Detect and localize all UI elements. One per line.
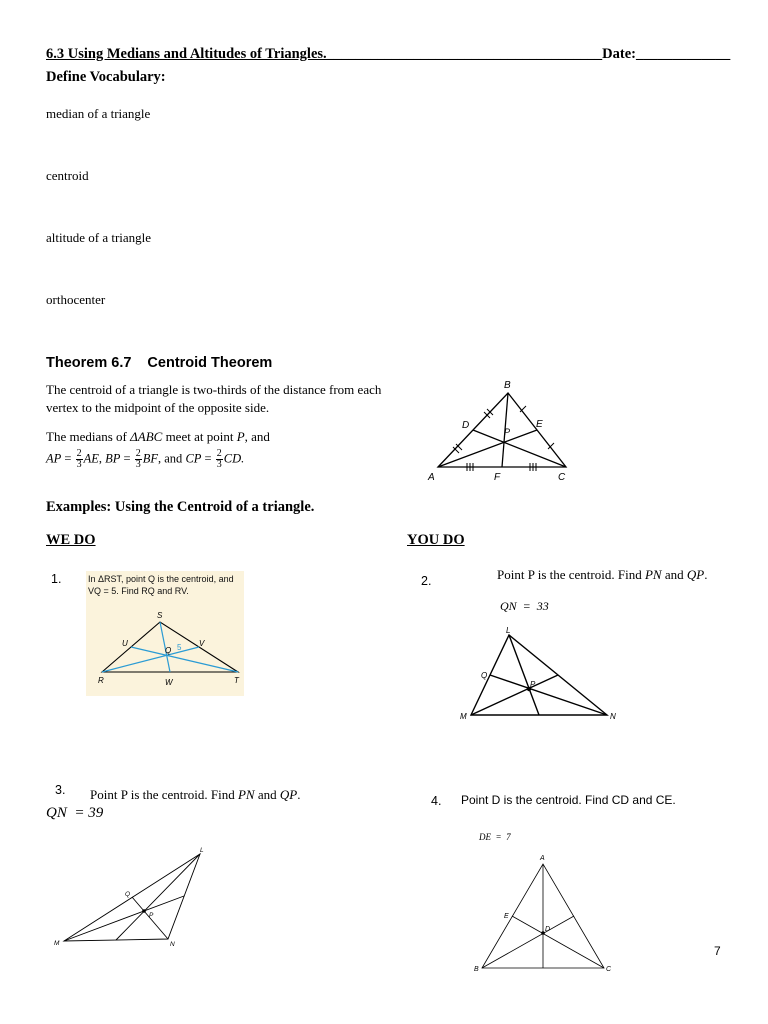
frac-num: 2 (135, 448, 141, 459)
median-m (471, 675, 558, 715)
example-2-prompt (497, 567, 707, 583)
ex3-label-p: P (149, 912, 154, 919)
ex4-label-e: E (504, 913, 509, 920)
ex4-label-a: A (540, 855, 545, 862)
eq-cp: CP (185, 451, 202, 466)
vocab-term-orthocenter: orthocenter (46, 292, 106, 307)
label-p: P (504, 427, 511, 437)
fraction (76, 449, 83, 470)
label-c: C (558, 472, 566, 483)
date-label: Date: (602, 46, 636, 62)
ex1-label-q: Q (165, 646, 172, 655)
ex2-label-p: P (530, 680, 536, 689)
theorem-equations: AP = $\frac{2}{3}$ AE, BP = $\frac{2}{3}$ BF, and CP = $\frac{2}{3}$ CD. (46, 448, 245, 470)
label-e: E (536, 419, 543, 430)
fraction (135, 449, 142, 470)
theorem-name: Centroid Theorem (147, 355, 273, 371)
ex1-label-t: T (234, 676, 239, 685)
median-b (482, 916, 574, 968)
example-1-prompt-line-2: VQ = 5. Find RQ and RV. (88, 586, 189, 596)
ex3-and: and (254, 787, 280, 802)
ex3-label-l: L (200, 847, 204, 854)
point-name: P (236, 429, 245, 444)
ex4-label-b: B (474, 966, 479, 973)
vocab-term-median: median of a triangle (46, 106, 151, 121)
ex1-label-r: R (98, 676, 104, 685)
you-do-heading: YOU DO (407, 532, 465, 548)
frac-den: 3 (216, 459, 222, 470)
theorem-line-2: vertex to the midpoint of the opposite side. (46, 400, 270, 415)
ex2-and: and (661, 567, 687, 582)
worksheet-title: 6.3 Using Medians and Altitudes of Triangles. (46, 46, 327, 62)
ex3-period: . (297, 787, 301, 802)
eq-sign: = (204, 451, 212, 466)
ex4-label-c: C (606, 966, 612, 973)
vocab-heading: Define Vocabulary: (46, 69, 166, 85)
ex3-label-m: M (54, 940, 60, 947)
example-3-prompt (90, 787, 300, 803)
ex1-label-u: U (122, 639, 128, 648)
ex4-label-d: D (545, 926, 551, 933)
example-3-given: QN = 39 (46, 805, 104, 821)
ex2-label-l: L (506, 626, 511, 635)
eq-bp: BP (105, 451, 121, 466)
ex2-label-m: M (460, 712, 467, 721)
triangle-abc (438, 393, 566, 467)
theorem-line-1: The centroid of a triangle is two-thirds of the distance from each (46, 382, 382, 397)
ex1-label-w: W (165, 678, 173, 687)
label-a: A (428, 472, 435, 483)
centroid-point-3 (142, 909, 146, 913)
medians-text-2: meet at point (162, 429, 237, 444)
example-4-prompt: Point D is the centroid. Find CD and CE. (461, 793, 676, 807)
theorem-medians-line (46, 428, 270, 446)
vocab-term-altitude: altitude of a triangle (46, 230, 152, 245)
ex3-label-n: N (170, 941, 175, 948)
frac-den: 3 (76, 459, 82, 470)
label-f: F (494, 472, 501, 483)
eq-cd: CD. (223, 451, 245, 466)
median-qn (490, 675, 607, 715)
worksheet-header (46, 46, 730, 63)
eq-sign: = (123, 451, 131, 466)
medians-text-3: , and (244, 429, 270, 444)
we-do-heading: WE DO (46, 532, 96, 548)
example-3-number: 3. (55, 783, 66, 797)
eq-bf: BF (142, 451, 158, 466)
example-2-diagram (455, 626, 625, 726)
examples-heading: Examples: Using the Centroid of a triangle. (46, 499, 315, 515)
example-3-diagram (50, 840, 220, 950)
ex2-pn: PN (644, 567, 662, 582)
title-blank: ______________________________________ (326, 46, 603, 62)
ex1-label-s: S (157, 611, 163, 620)
example-2-number: 2. (421, 574, 432, 588)
eq-and: and (164, 451, 183, 466)
frac-num: 2 (216, 448, 222, 459)
medians-text: The medians of (46, 429, 131, 444)
ex2-label-n: N (610, 712, 616, 721)
ex2-period: . (704, 567, 708, 582)
ex3-pn: PN (237, 787, 255, 802)
theorem-number: Theorem 6.7 (46, 355, 132, 371)
example-4-given: DE = 7 (479, 832, 511, 842)
example-4-number: 4. (431, 794, 442, 808)
example-4-diagram (470, 850, 620, 975)
ex3-qp: QP (279, 787, 298, 802)
fraction (216, 449, 223, 470)
example-2-given: QN = 33 (500, 599, 549, 613)
example-1-number: 1. (51, 572, 62, 586)
triangle-name: ΔABC (130, 429, 163, 444)
eq-sign: = (64, 451, 72, 466)
example-1-diagram (86, 606, 244, 696)
example-1-prompt-line-1: In ΔRST, point Q is the centroid, and (88, 574, 234, 584)
theorem-heading (46, 355, 272, 371)
eq-ap: AP (46, 451, 62, 466)
ex2-qp: QP (686, 567, 705, 582)
theorem-statement (46, 381, 426, 417)
label-d: D (462, 420, 470, 431)
ex2-label-q: Q (481, 671, 488, 680)
centroid-theorem-diagram (420, 374, 580, 486)
ex1-label-5: 5 (177, 643, 182, 652)
frac-den: 3 (135, 459, 141, 470)
median-ce (512, 916, 604, 968)
ex3-label-q: Q (125, 891, 131, 898)
ex3-prompt-text: Point P is the centroid. Find (90, 787, 238, 802)
ex1-label-v: V (199, 639, 205, 648)
vocab-term-centroid: centroid (46, 168, 89, 183)
example-1-prompt (88, 573, 234, 597)
eq-ae: AE (83, 451, 99, 466)
label-b: B (504, 380, 511, 391)
ex2-prompt-text: Point P is the centroid. Find (497, 567, 645, 582)
page-number: 7 (714, 944, 721, 958)
date-blank: _____________ (635, 46, 731, 62)
frac-num: 2 (76, 448, 82, 459)
